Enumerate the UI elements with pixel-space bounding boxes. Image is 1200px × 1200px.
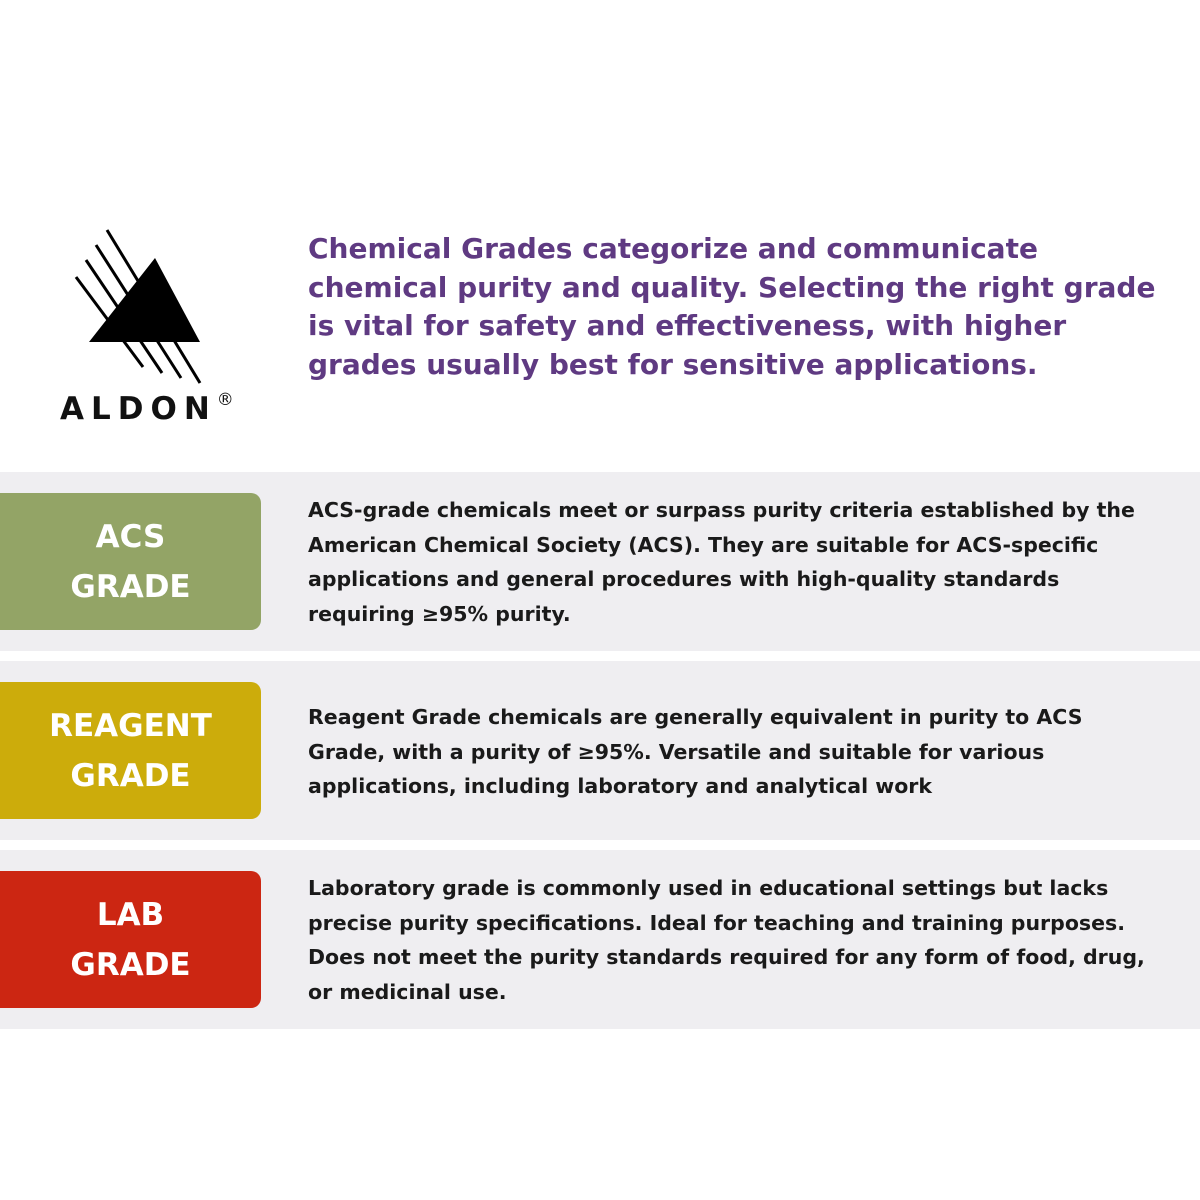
badge-line-1: ACS [95, 518, 166, 555]
logo-text: ALDON [60, 391, 217, 427]
badge-line-2: GRADE [70, 946, 191, 983]
logo-wordmark [60, 390, 234, 427]
registered-mark: ® [216, 390, 234, 410]
page-headline: Chemical Grades categorize and communicate chemical purity and quality. Selecting the right grade is vital for safety and effectiveness, with higher grades usually best for sensitive applications. [308, 232, 1156, 381]
badge-line-2: GRADE [70, 568, 191, 605]
reagent-grade-badge [0, 682, 261, 819]
badge-line-1: REAGENT [49, 707, 212, 744]
acs-grade-description: ACS-grade chemicals meet or surpass purity criteria established by the American Chemical Society (ACS). They are suitable for ACS-specific applications and general procedures with high-quality standards requiring ≥95% purity. [308, 498, 1135, 627]
badge-line-1: LAB [96, 896, 165, 933]
reagent-grade-description: Reagent Grade chemicals are generally equivalent in purity to ACS Grade, with a purity of ≥95%. Versatile and suitable for various applications, including laboratory and analytical work [308, 705, 1083, 799]
triangle-logo-icon [73, 225, 258, 395]
badge-line-2: GRADE [70, 757, 191, 794]
lab-grade-description: Laboratory grade is commonly used in educational settings but lacks precise purity specifications. Ideal for teaching and training purposes. Does not meet the purity standards required for any form of food, drug, or medicinal use. [308, 876, 1145, 1005]
acs-grade-badge [0, 493, 261, 630]
lab-grade-badge [0, 871, 261, 1008]
aldon-logo [55, 220, 265, 430]
